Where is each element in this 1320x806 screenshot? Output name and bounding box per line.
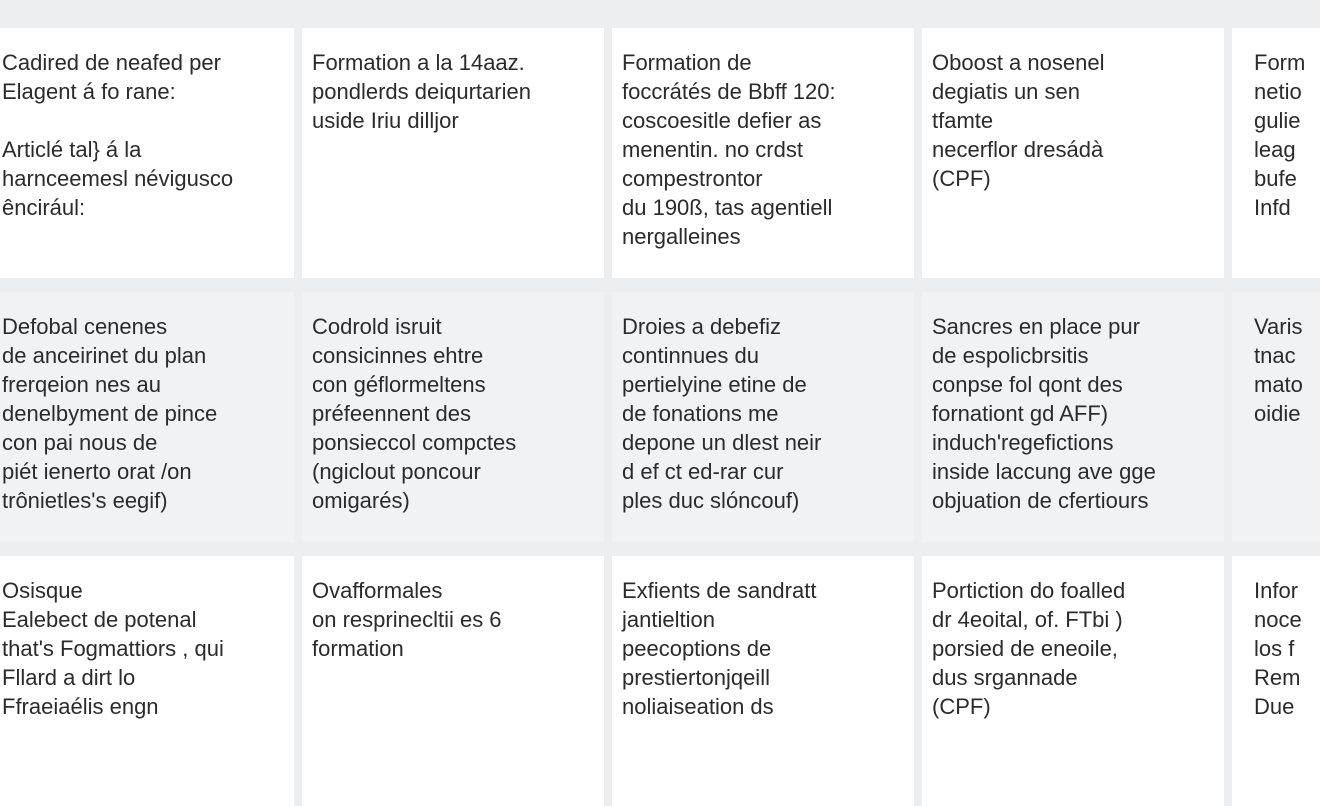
cell-text: Osisque Ealebect de potenal that's Fogmattiors , qui Fllard a dirt lo Ffraeiaélis engn <box>2 578 224 719</box>
grid-cell <box>922 292 1224 542</box>
grid-cell <box>612 556 914 806</box>
grid-cell <box>302 292 604 542</box>
grid-cell <box>302 28 604 278</box>
grid-cell <box>922 556 1224 806</box>
cell-text: Droies a debefiz continnues du pertielyine etine de de fonations me depone un dlest neir d ef ct ed-rar cur ples duc slóncouf) <box>622 314 822 513</box>
grid-cell <box>0 292 294 542</box>
grid-cell <box>1232 28 1320 278</box>
cell-text: Sancres en place pur de espolicbrsitis conpse fol qont des fornationt gd AFF) induch'regefictions inside laccung ave gge objuation de cfertiours <box>932 314 1156 513</box>
cell-text: Codrold isruit consicinnes ehtre con géflormeltens préfeennent des ponsieccol compctes (ngiclout poncour omigarés) <box>312 314 517 513</box>
cell-text: Varis tnac mato oidie <box>1254 314 1303 426</box>
cell-text: Form netio gulie leag bufe Infd <box>1254 50 1306 220</box>
cell-text: Portiction do foalled dr 4eoital, of. FTbi ) porsied de eneoile, dus srgannade (CPF) <box>932 578 1126 719</box>
cell-text: Infor noce los f Rem Due <box>1254 578 1302 719</box>
cell-text: Articlé tal} á la harnceemesl névigusco êncirául: <box>2 137 234 220</box>
cell-text: Defobal cenenes de anceirinet du plan frerqeion nes au denelbyment de pince con pai nous de piét ienerto orat /on trônietles's eegif) <box>2 314 218 513</box>
cell-text: Cadired de neafed per Elagent á fo rane: <box>2 50 221 104</box>
cell-text: Formation a la 14aaz. pondlerds deiqurtarien uside Iriu dilljor <box>312 50 531 133</box>
cell-text: Ovafformales on resprinecltii es 6 formation <box>312 578 502 661</box>
grid-cell <box>302 556 604 806</box>
grid-cell <box>1232 556 1320 806</box>
grid-cell <box>922 28 1224 278</box>
grid-cell <box>1232 292 1320 542</box>
cell-text: Exfients de sandratt jantieltion peecoptions de prestiertonjqeill noliaiseation ds <box>622 578 817 719</box>
grid-cell <box>0 28 294 278</box>
cell-text: Formation de foccrátés de Bbff 120: coscoesitle defier as menentin. no crdst compestrontor du 190ß, tas agentiell nergalleines <box>622 50 836 249</box>
grid-cell <box>612 292 914 542</box>
cell-text: Oboost a nosenel degiatis un sen tfamte necerflor dresádà (CPF) <box>932 50 1105 191</box>
grid-cell <box>612 28 914 278</box>
card-grid <box>0 28 1320 806</box>
grid-cell <box>0 556 294 806</box>
